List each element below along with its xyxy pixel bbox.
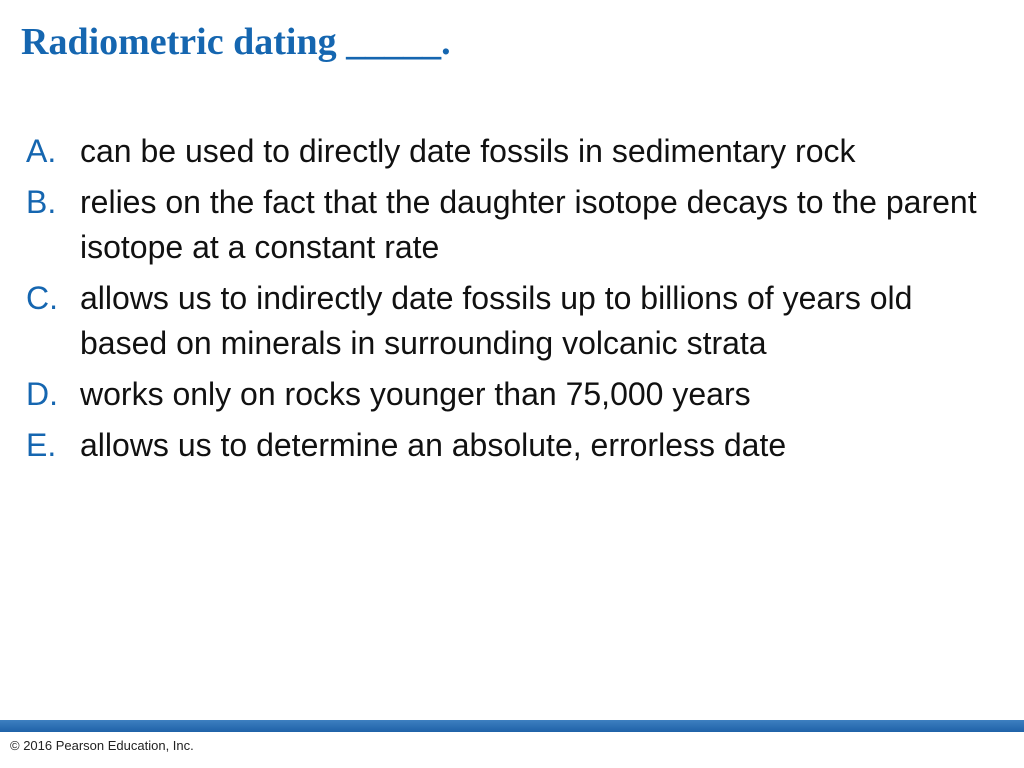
option-letter: B. [26,184,57,220]
answer-option-a [26,129,1006,174]
answer-option-d [26,372,1006,417]
option-letter: A. [26,133,57,169]
answer-option-e [26,423,1006,468]
answer-option-c [26,276,1006,366]
option-text: allows us to indirectly date fossils up to billions of years old based on minerals in surrounding volcanic strata [80,280,913,361]
copyright-notice: © 2016 Pearson Education, Inc. [10,738,194,753]
option-letter: E. [26,427,57,463]
option-text: relies on the fact that the daughter isotope decays to the parent isotope at a constant rate [80,184,977,265]
option-text: allows us to determine an absolute, errorless date [80,427,787,463]
option-text: can be used to directly date fossils in sedimentary rock [80,133,856,169]
answer-options-list [26,129,1006,474]
slide-title: Radiometric dating _____. [21,21,451,63]
footer-bar [0,720,1024,732]
option-letter: D. [26,376,58,412]
option-letter: C. [26,280,58,316]
answer-option-b [26,180,1006,270]
option-text: works only on rocks younger than 75,000 years [80,376,751,412]
